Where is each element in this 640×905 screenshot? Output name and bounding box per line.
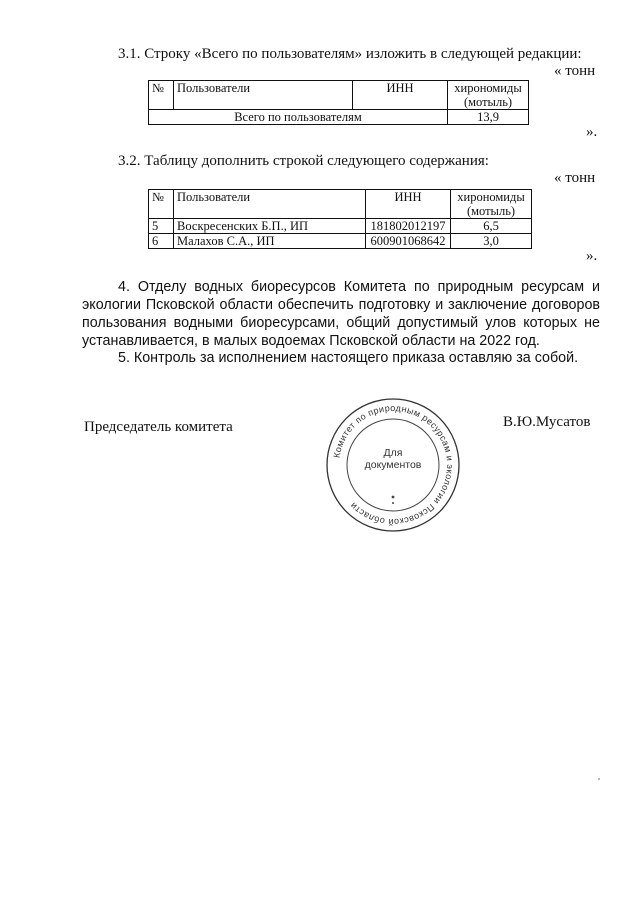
species-sublabel: (мотыль) — [466, 204, 516, 218]
row-name: Воскресенских Б.П., ИП — [174, 219, 366, 234]
table-row — [149, 219, 532, 234]
signature-title: Председатель комитета — [84, 419, 233, 435]
col-header-num: № — [149, 81, 174, 110]
paragraph-5: 5. Контроль за исполнением настоящего приказа оставляю за собой. — [118, 350, 579, 366]
section-3-2-closing: ». — [586, 248, 598, 264]
total-value: 13,9 — [448, 110, 529, 125]
signature-name: В.Ю.Мусатов — [503, 414, 591, 430]
section-3-1-heading: 3.1. Строку «Всего по пользователям» изложить в следующей редакции: — [118, 46, 582, 62]
stamp-center-line2: документов — [364, 459, 422, 471]
col-header-users: Пользователи — [174, 81, 353, 110]
users-total-table — [148, 80, 529, 125]
table-row-total — [149, 110, 529, 125]
species-label: хирономиды — [454, 81, 522, 95]
paragraph-4 — [82, 278, 600, 350]
table-row — [149, 234, 532, 249]
users-add-table — [148, 189, 532, 249]
col-header-users: Пользователи — [174, 190, 366, 219]
total-label: Всего по пользователям — [149, 110, 448, 125]
paragraph-4-text: 4. Отделу водных биоресурсов Комитета по природным ресурсам и экологии Псковской области обеспечить подготовку и заключение договоров пользования водными биоресурсами, общий допустимый улов которых не устанавливается, в малых водоемах Псковской области на 2022 год. — [82, 279, 600, 349]
section-3-2-unit: « тонн — [554, 170, 596, 186]
stamp-dot — [392, 502, 394, 504]
species-label: хирономиды — [457, 190, 525, 204]
col-header-species — [448, 81, 529, 110]
col-header-inn: ИНН — [366, 190, 451, 219]
table-header-row — [149, 81, 529, 110]
stamp-center-line1: Для — [383, 447, 403, 459]
official-stamp — [324, 396, 462, 534]
section-3-1-closing: ». — [586, 124, 598, 140]
scan-speck — [598, 778, 600, 780]
row-name: Малахов С.А., ИП — [174, 234, 366, 249]
row-value: 3,0 — [451, 234, 532, 249]
stamp-ring-text: Комитет по природным ресурсам и экологии Псковской области — [331, 402, 456, 528]
row-value: 6,5 — [451, 219, 532, 234]
section-3-2-heading: 3.2. Таблицу дополнить строкой следующего содержания: — [118, 153, 489, 169]
row-inn: 181802012197 — [366, 219, 451, 234]
stamp-dot — [392, 496, 395, 499]
col-header-species — [451, 190, 532, 219]
table-header-row — [149, 190, 532, 219]
row-inn: 600901068642 — [366, 234, 451, 249]
species-sublabel: (мотыль) — [463, 95, 513, 109]
row-num: 6 — [149, 234, 174, 249]
section-3-1-unit: « тонн — [554, 63, 596, 79]
row-num: 5 — [149, 219, 174, 234]
col-header-inn: ИНН — [353, 81, 448, 110]
col-header-num: № — [149, 190, 174, 219]
